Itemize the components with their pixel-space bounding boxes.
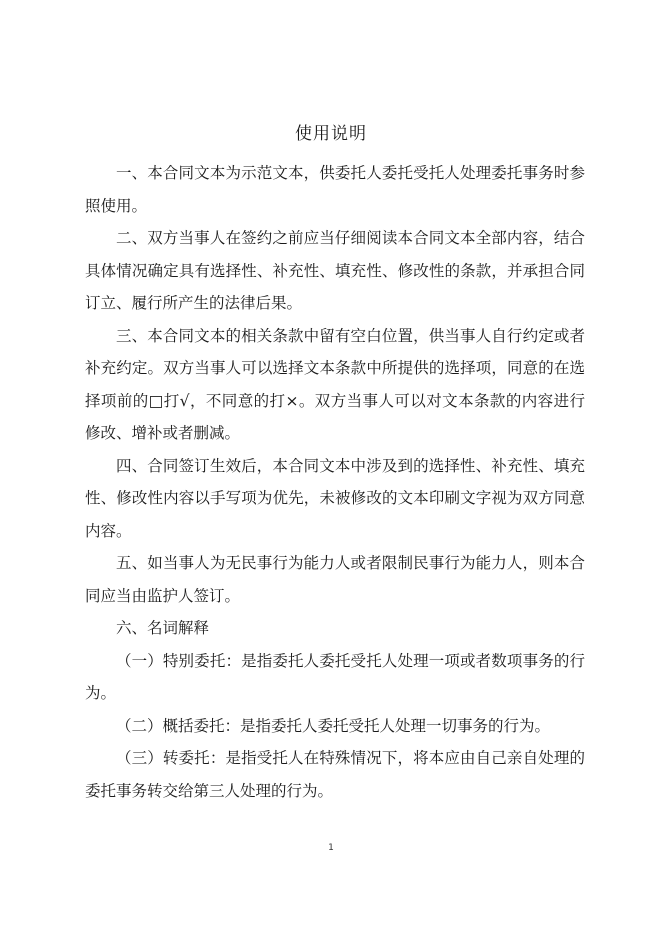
- paragraph-4: 四、合同签订生效后，本合同文本中涉及到的选择性、补充性、填充性、修改性内容以手写项为优先，未被修改的文本印刷文字视为双方同意内容。: [85, 456, 585, 540]
- definition-general-entrustment: （二）概括委托：是指委托人委托受托人处理一切事务的行为。: [116, 716, 551, 735]
- page-number: 1: [328, 843, 334, 853]
- paragraph-5: 五、如当事人为无民事行为能力人或者限制民事行为能力人，则本合同应当由监护人签订。: [85, 554, 585, 605]
- page-title: 使用说明: [295, 124, 367, 144]
- definition-special-entrustment: （一）特别委托：是指委托人委托受托人处理一项或者数项事务的行为。: [85, 651, 585, 702]
- instructions-body: [85, 157, 585, 807]
- definition-sub-entrustment: （三）转委托：是指受托人在特殊情况下，将本应由自己亲自处理的委托事务转交给第三人处理的行为。: [85, 749, 585, 800]
- paragraph-6-heading: 六、名词解释: [116, 619, 210, 637]
- paragraph-2: 二、双方当事人在签约之前应当仔细阅读本合同文本全部内容，结合具体情况确定具有选择性、补充性、填充性、修改性的条款，并承担合同订立、履行所产生的法律后果。: [85, 229, 585, 312]
- paragraph-1: 一、本合同文本为示范文本，供委托人委托受托人处理委托事务时参照使用。: [85, 164, 585, 215]
- paragraph-3: 三、本合同文本的相关条款中留有空白位置，供当事人自行约定或者补充约定。双方当事人可以选择文本条款中所提供的选择项，同意的在选择项前的□打√，不同意的打×。双方当事人可以对文本条款的内容进行修改、增补或者删减。: [85, 326, 585, 442]
